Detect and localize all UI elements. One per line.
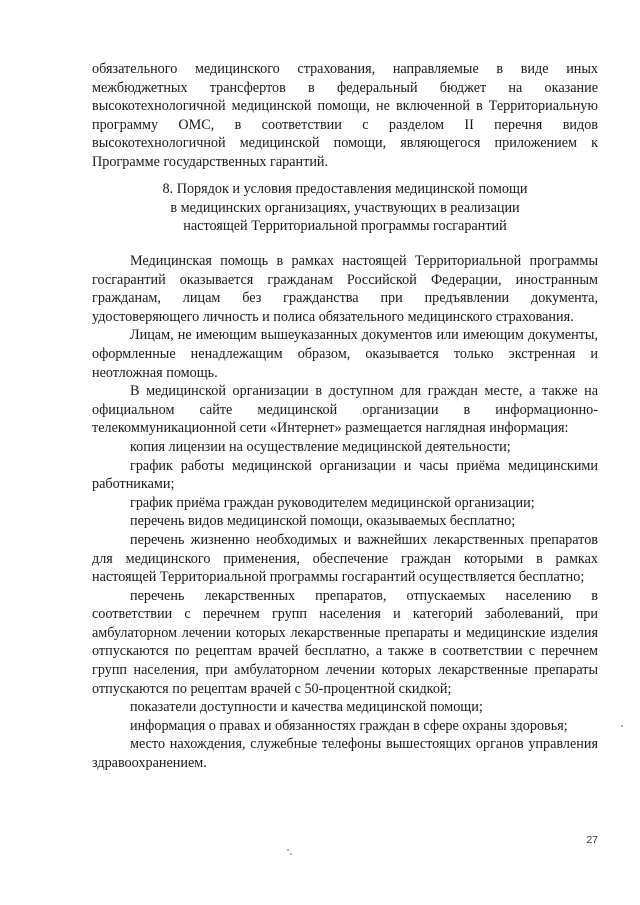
list-item: место нахождения, служебные телефоны вышестоящих органов управления здравоохранением.: [92, 736, 598, 772]
body-paragraph: В медицинской организации в доступном для граждан месте, а также на официальном сайте медицинской организации в информационно-телекоммуникационной сети «Интернет» размещается наглядная информация:: [92, 383, 598, 437]
list-item: график приёма граждан руководителем медицинской организации;: [130, 494, 535, 511]
list-item: копия лицензии на осуществление медицинской деятельности;: [130, 438, 511, 455]
list-item: показатели доступности и качества медицинской помощи;: [130, 699, 483, 716]
scan-speck: [287, 849, 289, 851]
section-title-line-3: настоящей Территориальной программы госгарантий: [183, 218, 507, 235]
section-body: [92, 252, 598, 773]
list-item: перечень жизненно необходимых и важнейших лекарственных препаратов для медицинского применения, обеспечение граждан которыми в рамках настоящей Территориальной программы госгарантий осуществляется бесплатно;: [92, 531, 598, 586]
page-number: 27: [586, 834, 598, 846]
scan-speck: [621, 725, 623, 727]
intro-paragraph-block: [92, 60, 598, 172]
list-item: перечень видов медицинской помощи, оказываемых бесплатно;: [130, 513, 516, 530]
list-item: перечень лекарственных препаратов, отпускаемых населению в соответствии с перечнем групп населения и категорий заболеваний, при амбулаторном лечении которых лекарственные препараты и медицинские изделия отпускаются по рецептам врачей бесплатно, а также в соответствии с перечнем групп населения, при амбулаторном лечении которых лекарственные препараты отпускаются по рецептам врачей с 50-процентной скидкой;: [92, 587, 598, 697]
section-title-line-2: в медицинских организациях, участвующих в реализации: [170, 199, 520, 216]
intro-paragraph: обязательного медицинского страхования, направляемые в виде иных межбюджетных трансфертов в федеральный бюджет на оказание высокотехнологичной медицинской помощи, не включенной в Территориальную программу ОМС, в соответствии с разделом II перечня видов высокотехнологичной медицинской помощи, являющегося приложением к Программе государственных гарантий.: [92, 61, 598, 170]
section-heading: [92, 180, 598, 236]
scan-speck: [290, 853, 292, 855]
list-item: график работы медицинской организации и часы приёма медицинскими работниками;: [92, 457, 598, 493]
section-title-line-1: 8. Порядок и условия предоставления медицинской помощи: [162, 181, 528, 197]
body-paragraph: Медицинская помощь в рамках настоящей Территориальной программы госгарантий оказывается гражданам Российской Федерации, иностранным гражданам, лицам без гражданства при предъявлении документа, удостоверяющего личность и полиса обязательного медицинского страхования.: [92, 253, 598, 325]
body-paragraph: Лицам, не имеющим вышеуказанных документов или имеющим документы, оформленные ненадлежащим образом, оказывается только экстренная и неотложная помощь.: [92, 327, 598, 381]
list-item: информация о правах и обязанностях граждан в сфере охраны здоровья;: [130, 717, 568, 734]
